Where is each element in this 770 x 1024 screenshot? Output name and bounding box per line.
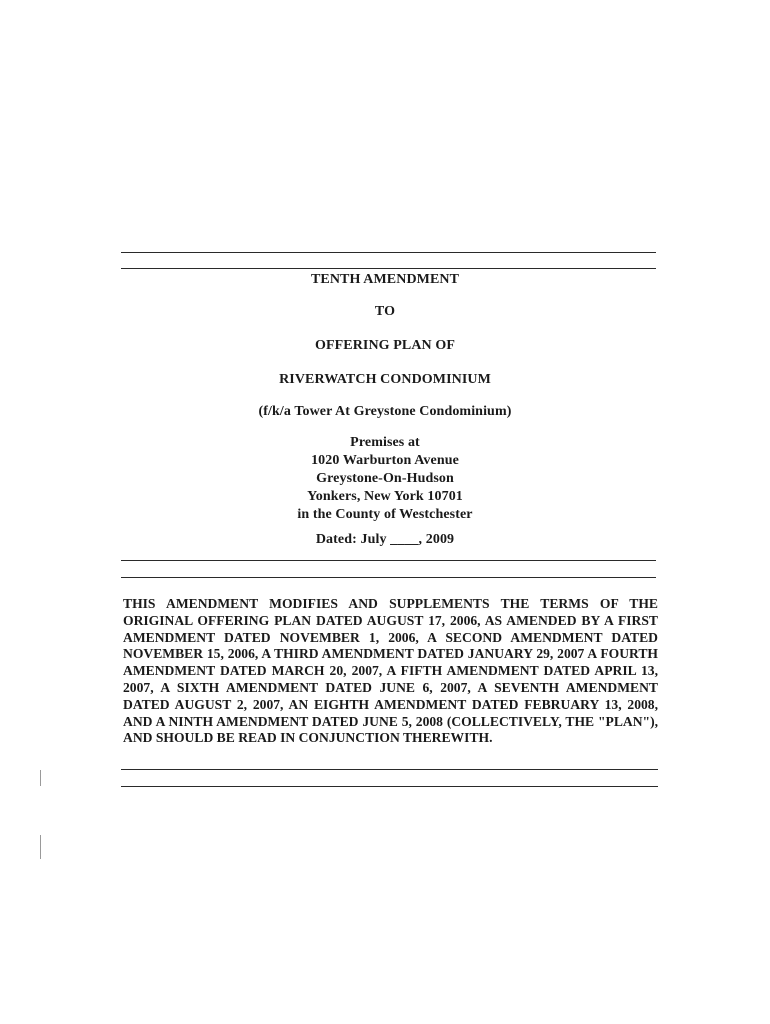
to-line: TO [374, 304, 396, 319]
top-rule-1 [121, 252, 656, 253]
middle-rule-1 [121, 560, 656, 561]
offering-plan-line: OFFERING PLAN OF [314, 338, 456, 353]
scan-mark [40, 770, 41, 786]
middle-rule-2 [121, 577, 656, 578]
premises-county: in the County of Westchester [297, 507, 473, 522]
premises-locality: Greystone-On-Hudson [316, 471, 454, 486]
amendment-title: TENTH AMENDMENT [310, 272, 460, 287]
amendment-notice: THIS AMENDMENT MODIFIES AND SUPPLEMENTS THE TERMS OF THE ORIGINAL OFFERING PLAN DATED AUGUST 17, 2006, AS AMENDED BY A FIRST AMENDMENT DATED NOVEMBER 1, 2006, A SECOND AMENDMENT DATED NOVEMBER 15, 2006, A THIRD AMENDMENT DATED JANUARY 29, 2007 A FOURTH AMENDMENT DATED MARCH 20, 2007, A FIFTH AMENDMENT DATED APRIL 13, 2007, A SIXTH AMENDMENT DATED JUNE 6, 2007, A SEVENTH AMENDMENT DATED AUGUST 2, 2007, AN EIGHTH AMENDMENT DATED FEBRUARY 13, 2008, AND A NINTH AMENDMENT DATED JUNE 5, 2008 (COLLECTIVELY, THE "PLAN"), AND SHOULD BE READ IN CONJUNCTION THEREWITH. [123, 596, 658, 746]
bottom-rule-2 [121, 786, 658, 787]
premises-street: 1020 Warburton Avenue [311, 453, 459, 468]
premises-label: Premises at [350, 435, 420, 450]
dated-line: Dated: July ____, 2009 [315, 532, 455, 547]
condominium-name: RIVERWATCH CONDOMINIUM [279, 372, 491, 387]
premises-city: Yonkers, New York 10701 [307, 489, 463, 504]
scan-mark [40, 835, 41, 859]
former-name: (f/k/a Tower At Greystone Condominium) [258, 404, 512, 419]
top-rule-2 [121, 268, 656, 269]
bottom-rule-1 [121, 769, 658, 770]
